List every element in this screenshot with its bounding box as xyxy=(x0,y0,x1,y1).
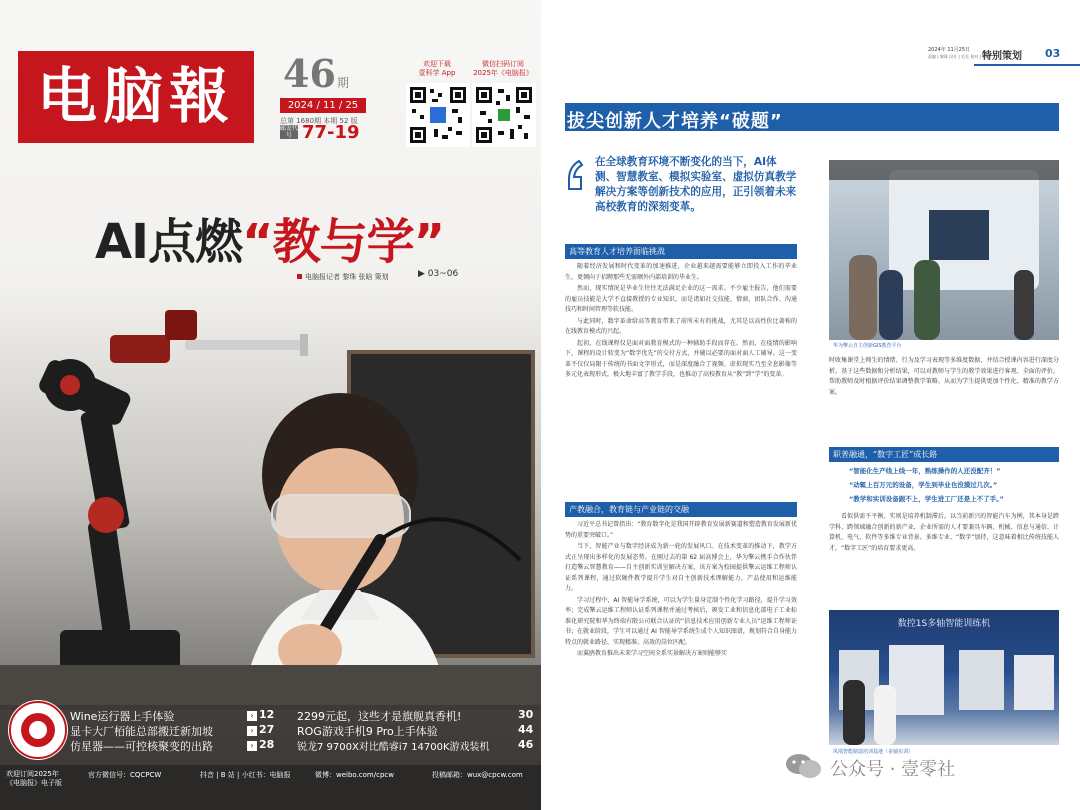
paragraph: 当下，智能产业与数字经济成为新一轮的发展风口。在技术变革的推动下，教学方式正呈现出多样化的发展态势。在刚过去的第 62 届高博会上，华为擎云携手合作伙伴打造擎云智慧教育——自主创新实训室解决方案，该方案为校园提供擎云运维工程师认证系列课程，通过软硬件教学提升学生对自主创新技术理解能力、产品使用和运维能力。 xyxy=(565,543,797,592)
toc-item-2[interactable] xyxy=(70,723,213,739)
toc-item-1-text: Wine运行器上手体验 xyxy=(70,710,175,723)
cover-headline xyxy=(95,203,444,272)
watermark-text: 公众号 · 壹零社 xyxy=(830,759,956,780)
headline-accent: “教与学” xyxy=(242,214,445,270)
toc-item-1-page: › 12 xyxy=(247,708,274,721)
running-meta: 责编 | 黎珠 设计 | 毛毛 校对 | 黄琴 xyxy=(928,54,991,59)
quote-2: “动辄上百万元的设备，学生到毕业也没摸过几次。” xyxy=(849,481,998,489)
footer-weibo: 微博：weibo.com/cpcw xyxy=(315,771,394,779)
post-code-label: 邮发代号 xyxy=(280,125,299,139)
photo2-sign: 数控1S多轴智能训练机 xyxy=(897,619,991,629)
byline-text: 电脑报记者 黎珠 张晗 策划 xyxy=(305,273,389,281)
cover-illustration xyxy=(0,290,541,710)
child xyxy=(240,393,520,710)
paragraph: 而翼鸥教育推出未来学习空间全系实景解决方案则能够实 xyxy=(577,650,728,657)
section-heading-1: 高等教育人才培养面临挑战 xyxy=(565,244,797,259)
pages-ref: 03~06 xyxy=(427,269,459,279)
toc-item-4-text: 2299元起，这些才是旗舰真香机! xyxy=(297,710,462,723)
right-column-body xyxy=(829,356,1059,399)
toc-item-5-text: ROG游戏手机9 Pro上手体验 xyxy=(297,725,438,738)
headline-main: AI点燃 xyxy=(95,214,243,270)
paragraph: 学习过程中，AI 智能导学系统，可以为学生量身定制个性化学习路径，提升学习效率；完成擎云运维工程师认证系列课程并通过考核后，颁发工业和信息化部电子工业标准化研究院和华为终端有限公司联合认证的“信息技术应用创新专业人员”运维工程师证书；在就业阶段，学生可以通过 AI 智能导学系统生成个人知识图谱，规划符合自身能力特点的就业路径，实现精准、高效的岗位匹配。 xyxy=(565,596,797,646)
quote-3: “教学和实训设备跟不上，学生进工厂还是上不了手。” xyxy=(849,495,1004,503)
masthead-logo xyxy=(18,51,254,143)
footer-email: 投稿邮箱：wux@cpcw.com xyxy=(432,771,523,779)
issue-unit: 期 xyxy=(337,76,350,90)
section-2-body xyxy=(565,520,797,661)
toc-item-2-page: › 27 xyxy=(247,723,274,736)
paragraph: 随着经济发展和时代变革的加速推进，企业越来越需要能够立即投入工作的毕业生，更倾向于招聘那些无需额外内部培训的毕业生。 xyxy=(565,263,797,281)
toc-item-6-page: 46 xyxy=(518,738,534,751)
qr-left-label: 欢迎下载 壹科学 App xyxy=(418,60,456,77)
toc-item-3-page: › 28 xyxy=(247,738,274,751)
logo-text: 电脑報 xyxy=(37,62,235,132)
toc-item-3-text: 仿星器——可控核聚变的出路 xyxy=(70,740,213,753)
issue-number: 46 xyxy=(283,51,336,96)
paragraph: 然而，现实情况是毕业生往往无法满足企业的这一需求。不少雇主报告，他们需要的雇员技能是大学不直接教授的专业知识，而是诸如社交技能、情商、团队合作、沟通技巧和时间管理等软技能。 xyxy=(565,285,797,313)
toc-item-6[interactable] xyxy=(297,738,490,753)
qr-right-label: 微信扫码订阅 2025年《电脑报》 xyxy=(473,60,533,77)
article-title: 拔尖创新人才培养“破题” xyxy=(567,111,783,132)
footer-subscribe: 欢迎订阅2025年 《电脑报》电子版 xyxy=(6,770,62,787)
section-1-body xyxy=(565,262,797,382)
toc-arrow-icon: › xyxy=(247,711,257,721)
toc-item-3[interactable] xyxy=(70,738,213,754)
paragraph: 与此同时，数字革命给高等教育带来了前所未有的挑战，尤其是以高性价比著称的在线教育模式的兴起。 xyxy=(565,317,797,335)
toc-item-1[interactable] xyxy=(70,708,174,724)
section-heading-3: 职普融通，“数字工匠”成长路 xyxy=(829,447,1059,462)
paragraph: 时收集课堂上师生的情绪、行为及学习表现等多维度数据，并结合授课内容进行深度分析。基于这些数据和分析结果，可以对教师与学生的教学效果进行客观、全面的评价，帮助教师及时根据评价结果调整教学策略，从而为学生提供更加个性化、精准的教学方案。 xyxy=(829,357,1059,396)
photo1-caption: 华为擎云自主创新GIS教育平台 xyxy=(833,343,902,349)
post-code: 77-19 xyxy=(302,122,360,143)
running-date: 2024年 11月25日 xyxy=(928,47,971,53)
quote-1: “智能化生产线上线一年，熟练操作的人还没配齐！” xyxy=(849,467,1001,475)
paragraph: 看似供需不平衡，实则是培养机制滞后。以当前新兴的智能汽车为例，其本身是跨学科、跨领域融合创新的新产业，企业所需的人才要兼具车辆、机械、信息与通信、计算机、电气、软件等多维专业背景。多维专业、“数字”加持，这意味着相比传统技能人才，“数字工匠”的培育要求更高。 xyxy=(829,513,1059,552)
paragraph: 起初，在线课程仅是面对面教育模式的一种辅助手段而存在。然而，在疫情的影响下，课程的设计转变为“数字优先”的交付方式，并辅以必要的面对面人工辅导。这一变革不仅仅局限于传统的书面文字形式，而是深度融合了视频、虚拟现实乃至全息影像等多元化表现形式，极大地丰富了教学手段，也推动了高校教育从“教”到“学”的变革。 xyxy=(565,339,797,378)
running-rule xyxy=(974,64,1080,66)
qr-code-subscribe[interactable] xyxy=(472,83,536,147)
wechat-icon xyxy=(785,752,823,780)
issue-total: 总第 1680期 本期 52 版 xyxy=(280,117,358,125)
section-3-body xyxy=(829,512,1059,555)
toc-arrow-icon: › xyxy=(247,741,257,751)
running-page-number: 03 xyxy=(1045,47,1061,60)
toc-arrow-icon: › xyxy=(247,726,257,736)
section-heading-2: 产教融合，教育链与产业链的交融 xyxy=(565,502,797,517)
cover-pages-ref: ▶ 03~06 xyxy=(418,269,459,279)
toc-item-2-text: 显卡大厂栢能总部搬迁新加坡 xyxy=(70,725,213,738)
toc-item-6-text: 锐龙7 9700X对比酷睿i7 14700K游戏装机 xyxy=(297,742,490,753)
toc-item-4[interactable] xyxy=(297,708,461,724)
article-lead: 在全球教育环境不断变化的当下，AI体测、智慧教室、模拟实验室、虚拟仿真教学解决方案等创新技术的应用，正引领着未来高校教育的深刻变革。 xyxy=(595,156,797,213)
weibo-stamp-icon xyxy=(8,700,68,760)
toc-item-5[interactable] xyxy=(297,723,438,739)
footer-wechat: 官方微信号：CQCPCW xyxy=(88,771,162,779)
footer-platforms: 抖音 | B 站 | 小红书：电脑报 xyxy=(200,771,291,779)
issue-date: 2024 / 11 / 25 xyxy=(280,98,366,113)
running-section: 特别策划 xyxy=(982,51,1022,62)
photo2-caption: 凤凰智能制造培训基地（多轴实训） xyxy=(833,749,914,755)
qr-code-app[interactable] xyxy=(406,83,470,147)
paragraph: 习近平总书记曾指出：“教育数字化是我国开辟教育发展新赛道和塑造教育发展新优势的重要突破口。” xyxy=(565,521,797,539)
toc-item-4-page: 30 xyxy=(518,708,534,721)
photo-training-base xyxy=(829,610,1059,745)
page-gutter xyxy=(541,0,549,810)
workbench xyxy=(0,665,541,710)
article-page xyxy=(549,0,1080,810)
byline-dot xyxy=(297,274,302,279)
toc-item-5-page: 44 xyxy=(518,723,534,736)
photo-gis-platform xyxy=(829,160,1059,340)
cover-byline xyxy=(297,272,389,282)
